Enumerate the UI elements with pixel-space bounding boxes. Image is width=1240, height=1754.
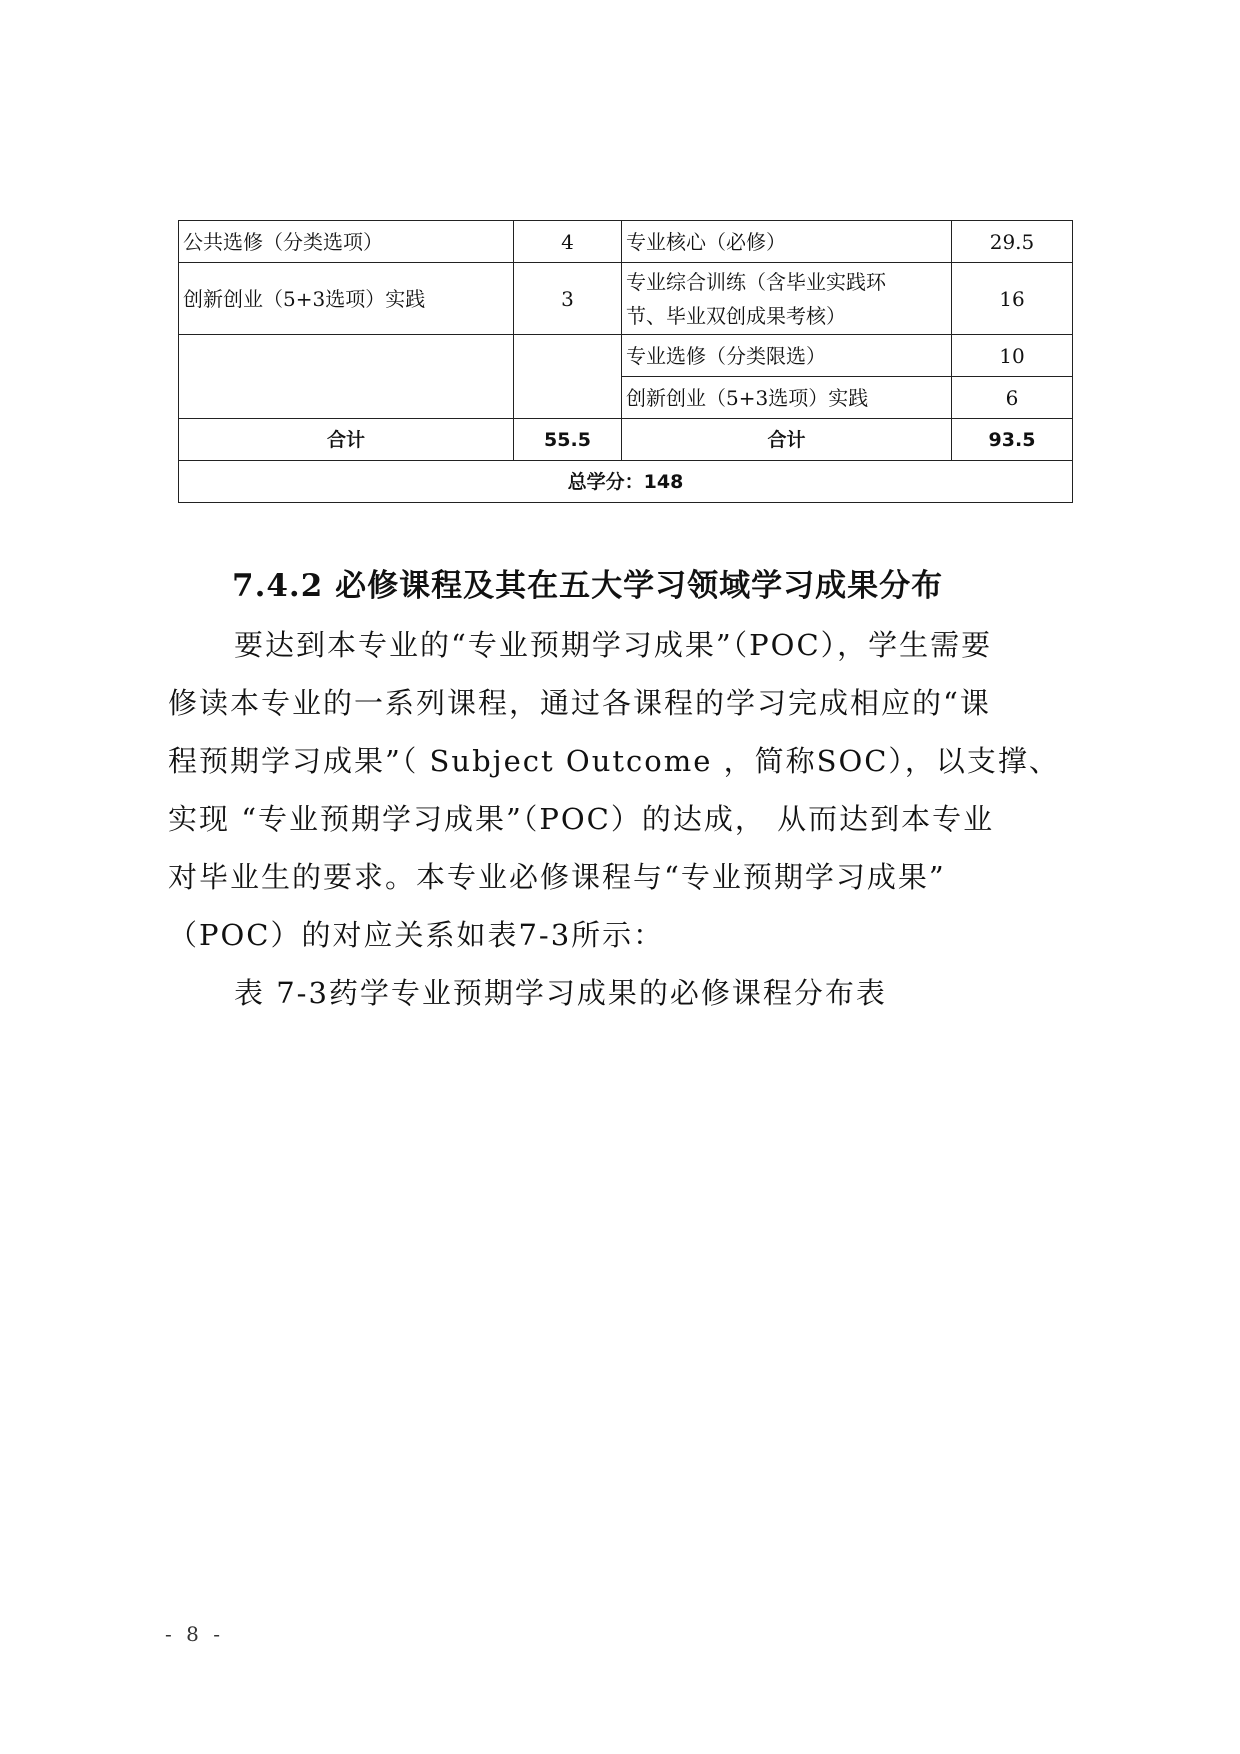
table-total-row	[179, 419, 1073, 461]
left-credits-empty	[514, 335, 622, 419]
paragraph-line: 修读本专业的一系列课程，通过各课程的学习完成相应的“课	[168, 686, 991, 720]
table-caption: 表 7-3药学专业预期学习成果的必修课程分布表	[234, 976, 887, 1010]
right-credits: 10	[952, 335, 1073, 377]
left-total-value: 55.5	[514, 419, 622, 461]
page-number: - 8 -	[165, 1622, 224, 1646]
right-course-category: 专业选修（分类限选）	[622, 335, 952, 377]
paragraph-line: （POC）的对应关系如表7-3所示：	[168, 918, 665, 952]
paragraph-line: 程预期学习成果”（ Subject Outcome ，简称SOC），以支撑、	[168, 744, 1060, 778]
right-total-value: 93.5	[952, 419, 1073, 461]
paragraph-line: 要达到本专业的“专业预期学习成果”（POC），学生需要	[234, 628, 993, 662]
left-credits: 4	[514, 221, 622, 263]
left-course-category: 创新创业（5+3选项）实践	[179, 263, 514, 335]
table-row	[179, 335, 1073, 377]
right-course-category: 专业核心（必修）	[622, 221, 952, 263]
left-total-label: 合计	[179, 419, 514, 461]
right-credits: 29.5	[952, 221, 1073, 263]
right-credits: 6	[952, 377, 1073, 419]
credit-summary-table	[178, 220, 1073, 503]
right-course-category-line2: 节、毕业双创成果考核）	[626, 303, 846, 328]
paragraph-line: 对毕业生的要求。本专业必修课程与“专业预期学习成果”	[168, 860, 946, 894]
table-grand-total-row	[179, 461, 1073, 503]
right-course-category-line1: 专业综合训练（含毕业实践环	[626, 269, 886, 294]
left-credits: 3	[514, 263, 622, 335]
right-total-label: 合计	[622, 419, 952, 461]
table-row	[179, 221, 1073, 263]
paragraph-line: 实现 “专业预期学习成果”（POC）的达成， 从而达到本专业	[168, 802, 995, 836]
table-row	[179, 263, 1073, 335]
section-heading: 7.4.2 必修课程及其在五大学习领域学习成果分布	[232, 568, 944, 604]
right-course-category: 创新创业（5+3选项）实践	[622, 377, 952, 419]
left-course-category: 公共选修（分类选项）	[179, 221, 514, 263]
left-course-category-empty	[179, 335, 514, 419]
section-body	[168, 616, 1088, 1022]
right-course-category	[622, 263, 952, 335]
right-credits: 16	[952, 263, 1073, 335]
grand-total-credits: 总学分：148	[179, 461, 1073, 503]
